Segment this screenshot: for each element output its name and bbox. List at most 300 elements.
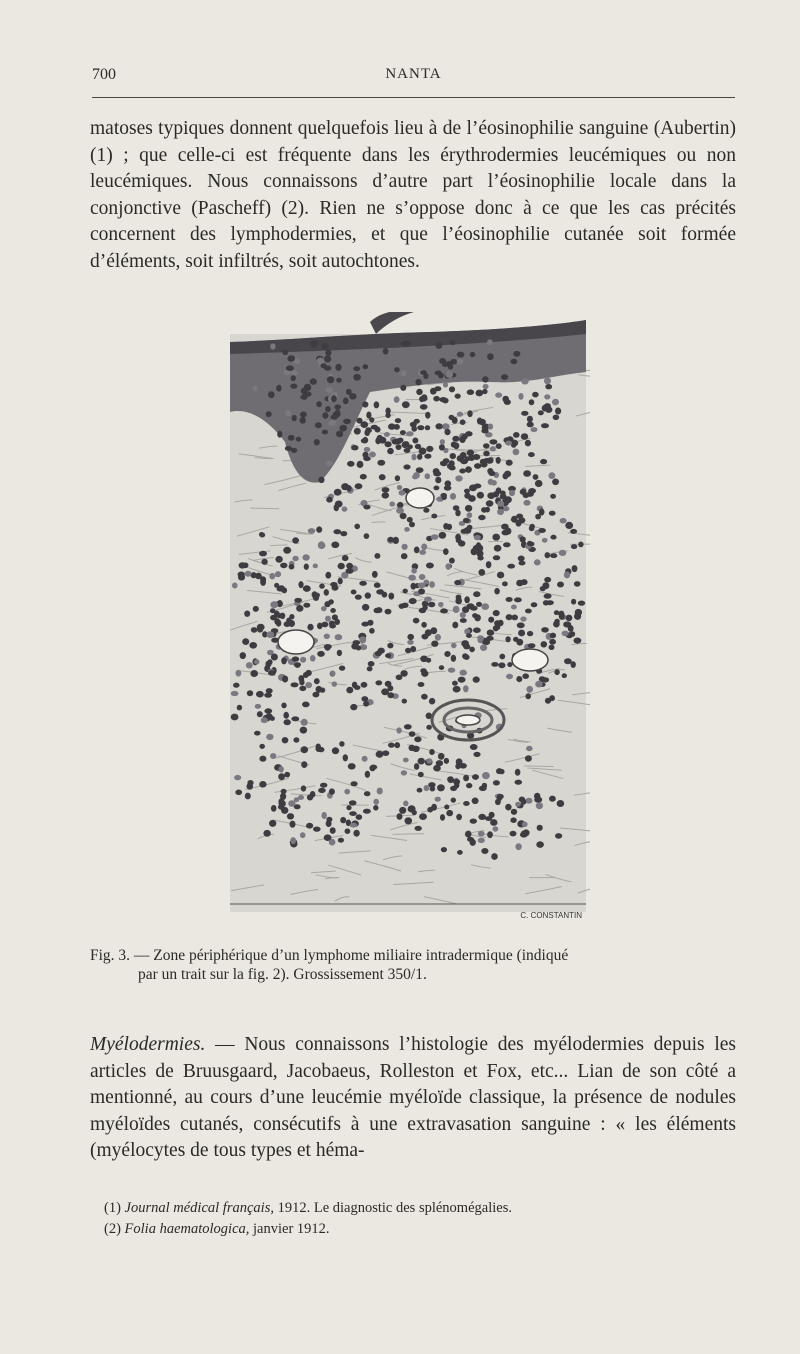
cell-nucleus: [291, 375, 296, 381]
cell-nucleus: [338, 563, 345, 570]
cell-nucleus: [355, 595, 362, 600]
cell-nucleus: [302, 393, 308, 400]
cell-nucleus: [325, 572, 331, 579]
cell-nucleus: [521, 433, 528, 440]
cell-nucleus: [301, 719, 308, 726]
cell-nucleus: [268, 391, 275, 398]
cell-nucleus: [231, 691, 239, 696]
cell-nucleus: [374, 427, 380, 433]
cell-nucleus: [443, 382, 448, 387]
cell-nucleus: [251, 627, 258, 633]
footnote-text: janvier 1912.: [249, 1221, 330, 1237]
cell-nucleus: [492, 534, 500, 541]
cell-nucleus: [439, 532, 447, 539]
cell-nucleus: [361, 696, 368, 702]
cell-nucleus: [414, 736, 421, 742]
cell-nucleus: [405, 648, 411, 653]
cell-nucleus: [540, 586, 546, 591]
cell-nucleus: [566, 615, 573, 622]
cell-nucleus: [242, 638, 249, 645]
cell-nucleus: [411, 454, 416, 461]
cell-nucleus: [334, 404, 341, 409]
cell-nucleus: [476, 602, 482, 607]
cell-nucleus: [545, 552, 551, 558]
cell-nucleus: [481, 429, 488, 434]
cell-nucleus: [268, 670, 276, 676]
cell-nucleus: [516, 639, 523, 646]
cell-nucleus: [464, 596, 470, 603]
cell-nucleus: [421, 634, 428, 640]
cell-nucleus: [496, 443, 502, 449]
cell-nucleus: [437, 784, 445, 791]
cell-nucleus: [535, 681, 542, 688]
cell-nucleus: [460, 618, 467, 623]
cell-nucleus: [330, 608, 336, 613]
cell-nucleus: [541, 627, 549, 632]
cell-nucleus: [560, 518, 567, 524]
cell-nucleus: [457, 850, 463, 855]
cell-nucleus: [450, 786, 457, 791]
cell-nucleus: [290, 821, 296, 828]
cell-nucleus: [530, 524, 535, 530]
cell-nucleus: [402, 544, 408, 550]
cell-nucleus: [478, 838, 485, 843]
cell-nucleus: [425, 425, 430, 430]
cell-nucleus: [402, 699, 407, 704]
cell-nucleus: [346, 563, 353, 569]
cell-nucleus: [353, 374, 361, 381]
cell-nucleus: [283, 712, 289, 719]
cell-nucleus: [496, 487, 502, 494]
cell-nucleus: [559, 613, 565, 620]
cell-nucleus: [457, 412, 463, 417]
cell-nucleus: [478, 569, 485, 576]
cell-nucleus: [393, 537, 399, 544]
cell-nucleus: [554, 669, 559, 675]
cell-nucleus: [316, 744, 321, 750]
cell-nucleus: [290, 384, 297, 389]
cell-nucleus: [301, 761, 307, 768]
cell-nucleus: [270, 753, 276, 759]
cell-nucleus: [480, 644, 487, 651]
cell-nucleus: [510, 831, 517, 837]
cell-nucleus: [362, 756, 368, 762]
cell-nucleus: [287, 355, 295, 362]
cell-nucleus: [571, 599, 576, 605]
cell-nucleus: [329, 839, 336, 846]
cell-nucleus: [494, 588, 500, 595]
cell-nucleus: [473, 752, 480, 757]
cell-nucleus: [472, 774, 479, 780]
cell-nucleus: [543, 600, 549, 605]
cell-nucleus: [418, 682, 425, 687]
cell-nucleus: [354, 524, 360, 530]
cell-nucleus: [429, 698, 435, 705]
cell-nucleus: [344, 789, 350, 795]
cell-nucleus: [409, 522, 415, 528]
cell-nucleus: [279, 766, 284, 772]
cell-nucleus: [360, 474, 367, 480]
cell-nucleus: [253, 386, 258, 392]
cell-nucleus: [302, 702, 310, 708]
cell-nucleus: [343, 419, 351, 425]
cell-nucleus: [349, 800, 357, 805]
cell-nucleus: [329, 624, 336, 629]
cell-nucleus: [461, 640, 469, 647]
cell-nucleus: [288, 435, 295, 441]
cell-nucleus: [424, 580, 430, 585]
cell-nucleus: [452, 417, 458, 424]
cell-nucleus: [455, 534, 461, 541]
cell-nucleus: [331, 542, 339, 549]
cell-nucleus: [385, 653, 391, 658]
cell-nucleus: [315, 422, 322, 428]
cell-nucleus: [424, 454, 431, 459]
header-title: NANTA: [385, 66, 442, 82]
cell-nucleus: [515, 769, 521, 776]
cell-nucleus: [263, 830, 270, 837]
cell-nucleus: [289, 564, 295, 570]
cell-nucleus: [565, 522, 573, 529]
cell-nucleus: [497, 572, 504, 579]
cell-nucleus: [528, 542, 535, 547]
cell-nucleus: [477, 635, 484, 640]
cell-nucleus: [511, 615, 518, 621]
cell-nucleus: [440, 609, 448, 614]
cell-nucleus: [427, 807, 433, 813]
cell-nucleus: [330, 827, 336, 834]
cell-nucleus: [334, 489, 342, 496]
cell-nucleus: [460, 419, 466, 425]
cell-nucleus: [518, 556, 525, 562]
cell-nucleus: [442, 398, 448, 404]
cell-nucleus: [518, 517, 525, 523]
cell-nucleus: [463, 801, 470, 806]
cell-nucleus: [481, 603, 489, 610]
cell-nucleus: [435, 634, 441, 641]
cell-nucleus: [482, 376, 488, 382]
cell-nucleus: [459, 469, 466, 474]
cell-nucleus: [365, 427, 372, 433]
cell-nucleus: [397, 502, 403, 508]
cell-nucleus: [504, 471, 511, 478]
cell-nucleus: [259, 744, 265, 749]
cell-nucleus: [307, 624, 313, 631]
cell-nucleus: [493, 555, 500, 560]
cell-nucleus: [388, 423, 396, 429]
cell-nucleus: [348, 763, 356, 769]
cell-nucleus: [266, 631, 274, 638]
cell-nucleus: [324, 634, 330, 639]
cell-nucleus: [369, 628, 375, 634]
cell-nucleus: [502, 530, 510, 536]
cell-nucleus: [385, 441, 392, 447]
cell-nucleus: [507, 564, 515, 569]
cell-nucleus: [313, 564, 318, 569]
cell-nucleus: [365, 592, 371, 598]
cell-nucleus: [536, 841, 544, 848]
cell-nucleus: [295, 663, 301, 668]
cell-nucleus: [506, 674, 513, 679]
cell-nucleus: [321, 343, 328, 350]
cell-nucleus: [383, 348, 389, 355]
cell-nucleus: [374, 553, 380, 559]
cell-nucleus: [269, 820, 276, 827]
cell-nucleus: [525, 440, 531, 447]
cell-nucleus: [276, 613, 282, 618]
cell-nucleus: [544, 403, 551, 409]
cell-nucleus: [410, 646, 416, 652]
cell-nucleus: [523, 470, 531, 477]
cell-nucleus: [330, 671, 335, 677]
cell-nucleus: [464, 489, 470, 494]
cell-nucleus: [401, 770, 407, 775]
footnote-marker: (1): [104, 1200, 125, 1216]
cell-nucleus: [513, 449, 520, 456]
cell-nucleus: [412, 438, 418, 444]
cell-nucleus: [270, 601, 278, 608]
cell-nucleus: [318, 542, 326, 549]
cell-nucleus: [326, 387, 334, 393]
cell-nucleus: [527, 491, 534, 497]
footnotes: [104, 1198, 734, 1240]
cell-nucleus: [421, 544, 427, 551]
cell-nucleus: [345, 828, 351, 834]
cell-nucleus: [468, 455, 475, 461]
vessel-lumen: [278, 630, 314, 654]
cell-nucleus: [339, 741, 344, 747]
cell-nucleus: [544, 593, 552, 598]
cell-nucleus: [394, 742, 400, 748]
cell-nucleus: [363, 456, 371, 461]
cell-nucleus: [374, 401, 380, 408]
cell-nucleus: [527, 422, 534, 428]
cell-nucleus: [519, 797, 525, 803]
cell-nucleus: [307, 794, 313, 800]
cell-nucleus: [259, 781, 266, 788]
cell-nucleus: [562, 631, 569, 637]
cell-nucleus: [454, 580, 461, 585]
cell-nucleus: [502, 396, 509, 403]
cell-nucleus: [354, 428, 361, 435]
cell-nucleus: [363, 701, 369, 707]
cell-nucleus: [384, 432, 390, 437]
cell-nucleus: [259, 532, 264, 537]
cell-nucleus: [266, 411, 272, 417]
cell-nucleus: [578, 542, 583, 548]
cell-nucleus: [486, 458, 492, 464]
cell-nucleus: [264, 693, 272, 698]
cell-nucleus: [418, 772, 424, 777]
cell-nucleus: [467, 410, 472, 417]
cell-nucleus: [362, 604, 369, 611]
cell-nucleus: [270, 343, 275, 349]
footnote-source: Folia haematologica,: [124, 1221, 250, 1237]
cell-nucleus: [399, 604, 405, 609]
cell-nucleus: [554, 610, 560, 615]
cell-nucleus: [343, 398, 349, 405]
cell-nucleus: [502, 581, 508, 586]
cell-nucleus: [522, 673, 529, 679]
cell-nucleus: [303, 603, 310, 608]
cell-nucleus: [467, 389, 474, 395]
cell-nucleus: [335, 501, 343, 508]
cell-nucleus: [240, 652, 246, 659]
histology-illustration: [230, 312, 590, 940]
cell-nucleus: [317, 358, 324, 364]
cell-nucleus: [332, 681, 338, 686]
cell-nucleus: [342, 555, 349, 561]
cell-nucleus: [553, 415, 560, 421]
cell-nucleus: [322, 412, 328, 418]
cell-nucleus: [486, 561, 492, 568]
cell-nucleus: [555, 833, 562, 839]
cell-nucleus: [486, 636, 494, 641]
cell-nucleus: [425, 412, 430, 419]
cell-nucleus: [282, 350, 288, 355]
cell-nucleus: [413, 472, 420, 478]
cell-nucleus: [557, 800, 565, 807]
cell-nucleus: [304, 564, 309, 570]
cell-nucleus: [408, 575, 416, 581]
cell-nucleus: [388, 743, 395, 748]
cell-nucleus: [291, 370, 298, 376]
cell-nucleus: [318, 788, 326, 793]
cell-nucleus: [291, 716, 299, 721]
cell-nucleus: [448, 668, 456, 673]
cell-nucleus: [472, 798, 479, 805]
cell-nucleus: [542, 538, 548, 543]
cell-nucleus: [452, 681, 458, 686]
cell-nucleus: [521, 831, 526, 837]
cell-nucleus: [431, 514, 437, 519]
fiber-strand: [392, 834, 424, 835]
cell-nucleus: [527, 416, 533, 423]
cell-nucleus: [353, 366, 360, 371]
cell-nucleus: [347, 461, 355, 467]
cell-nucleus: [506, 597, 513, 602]
cell-nucleus: [426, 725, 432, 730]
cell-nucleus: [471, 548, 478, 555]
cell-nucleus: [336, 431, 343, 438]
cell-nucleus: [350, 823, 358, 828]
cell-nucleus: [429, 581, 435, 588]
cell-nucleus: [312, 692, 319, 698]
cell-nucleus: [419, 813, 427, 820]
cell-nucleus: [466, 783, 472, 788]
cell-nucleus: [411, 568, 417, 574]
cell-nucleus: [377, 788, 383, 795]
cell-nucleus: [291, 448, 297, 453]
cell-nucleus: [278, 773, 285, 780]
cell-nucleus: [331, 395, 337, 402]
cell-nucleus: [359, 581, 367, 586]
cell-nucleus: [300, 412, 307, 418]
cell-nucleus: [485, 816, 492, 821]
footnote-marker: (2): [104, 1221, 125, 1237]
cell-nucleus: [398, 438, 404, 443]
cell-nucleus: [281, 703, 286, 709]
cell-nucleus: [421, 622, 427, 628]
cell-nucleus: [467, 512, 473, 518]
cell-nucleus: [375, 651, 382, 657]
cell-nucleus: [285, 411, 291, 417]
cell-nucleus: [317, 651, 325, 657]
cell-nucleus: [403, 464, 410, 469]
cell-nucleus: [292, 556, 298, 561]
header-rule: [92, 97, 735, 98]
cell-nucleus: [453, 686, 461, 693]
cell-nucleus: [506, 460, 513, 466]
cell-nucleus: [464, 655, 470, 660]
cell-nucleus: [399, 807, 406, 814]
cell-nucleus: [523, 500, 530, 506]
cell-nucleus: [491, 662, 498, 667]
cell-nucleus: [520, 536, 526, 542]
cell-nucleus: [357, 461, 364, 468]
caption-line-2: par un trait sur la fig. 2). Grossissement 350/1.: [138, 966, 427, 983]
cell-nucleus: [279, 800, 286, 807]
cell-nucleus: [476, 390, 484, 397]
cell-nucleus: [424, 785, 430, 791]
cell-nucleus: [405, 817, 413, 824]
cell-nucleus: [326, 497, 333, 503]
cell-nucleus: [335, 634, 343, 640]
cell-nucleus: [346, 687, 353, 694]
cell-nucleus: [533, 474, 539, 480]
cell-nucleus: [489, 439, 497, 444]
cell-nucleus: [363, 505, 370, 510]
cell-nucleus: [478, 814, 486, 820]
cell-nucleus: [292, 656, 299, 661]
cell-nucleus: [549, 645, 555, 650]
cell-nucleus: [387, 643, 393, 649]
cell-nucleus: [495, 392, 502, 397]
cell-nucleus: [535, 480, 543, 487]
cell-nucleus: [326, 817, 332, 823]
cell-nucleus: [336, 378, 342, 383]
cell-nucleus: [515, 780, 523, 785]
cell-nucleus: [479, 786, 487, 792]
cell-nucleus: [536, 802, 543, 809]
cell-nucleus: [385, 413, 390, 418]
cell-nucleus: [247, 690, 253, 696]
cell-nucleus: [515, 802, 520, 807]
cell-nucleus: [480, 462, 487, 468]
cell-nucleus: [453, 606, 460, 613]
cell-nucleus: [422, 605, 427, 610]
cell-nucleus: [439, 665, 444, 670]
footnote-1: [104, 1198, 734, 1219]
cell-nucleus: [428, 602, 435, 608]
cell-nucleus: [491, 480, 497, 486]
cell-nucleus: [504, 496, 512, 503]
cell-nucleus: [423, 508, 429, 513]
cell-nucleus: [401, 370, 407, 376]
cell-nucleus: [372, 571, 378, 578]
cell-nucleus: [286, 365, 294, 371]
cell-nucleus: [292, 415, 297, 421]
cell-nucleus: [232, 583, 238, 589]
cell-nucleus: [253, 606, 259, 612]
cell-nucleus: [501, 374, 508, 380]
cell-nucleus: [435, 423, 442, 429]
cell-nucleus: [346, 485, 351, 491]
cell-nucleus: [388, 685, 394, 691]
cell-nucleus: [326, 461, 334, 467]
cell-nucleus: [467, 603, 475, 609]
cell-nucleus: [281, 807, 288, 814]
